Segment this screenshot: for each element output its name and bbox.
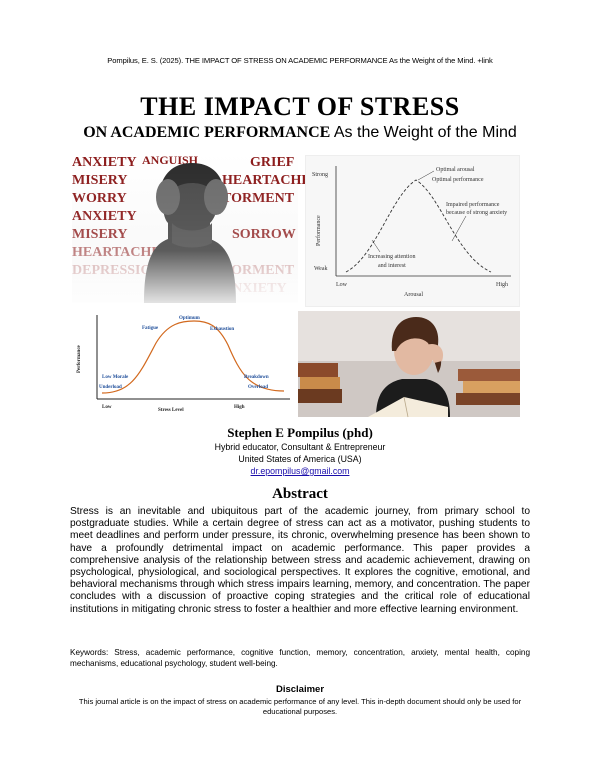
- increasing-label-2: and interest: [378, 263, 406, 269]
- arousal-performance-figure: [305, 155, 520, 307]
- optimum-label: Optimum: [179, 316, 200, 321]
- y-axis-label: Performance: [316, 215, 322, 246]
- impaired-label-1: Impaired performance: [446, 202, 500, 208]
- keywords-label: Keywords:: [70, 648, 109, 657]
- disclaimer-text: This journal article is on the impact of stress on academic performance of any level. This in-depth document should only be used for educational purposes.: [78, 697, 522, 716]
- x-high-label: High: [234, 405, 245, 410]
- paper-title: THE IMPACT OF STRESS: [140, 92, 460, 121]
- impaired-label-2: because of strong anxiety: [446, 210, 508, 216]
- stressed-student-photo: [298, 311, 520, 417]
- author-block: [0, 425, 600, 477]
- x-low-label: Low: [336, 282, 347, 288]
- author-name: Stephen E Pompilus (phd): [227, 425, 373, 440]
- author-country: United States of America (USA): [238, 454, 362, 464]
- disclaimer-heading: Disclaimer: [275, 684, 325, 695]
- abstract-text: Stress is an inevitable and ubiquitous part of the academic journey, from primary school to postgraduate studies. While a certain degree of stress can act as a motivator, pushing students to meet deadlines and perform under pressure, its chronic, overwhelming presence has been shown to have a profoundly detrimental impact on academic performance. This paper provides a comprehensive analysis of the relationship between stress and academic achievement, drawing on psychological, physiological, and sociological perspectives. It explores the cognitive, emotional, and behavioral mechanisms through which stress impairs learning, memory, and concentration. The paper concludes with a discussion of proactive coping strategies and the critical role of educational institutions in mitigating chronic stress to foster a healthier and more effective learning environment.: [70, 506, 530, 615]
- stress-curve: [102, 321, 284, 393]
- subtitle-strong: ON ACADEMIC PERFORMANCE: [83, 124, 331, 141]
- author-email-link[interactable]: dr.epompilus@gmail.com: [250, 466, 350, 476]
- increasing-label-1: Increasing attention: [368, 254, 416, 260]
- x-axis-label: Arousal: [404, 292, 423, 298]
- stress-words-collage: [72, 153, 298, 303]
- y-low-label: Weak: [314, 266, 328, 272]
- optimal-performance-label: Optimal performance: [432, 177, 484, 183]
- abstract-heading: Abstract: [272, 486, 328, 502]
- low-morale-label: Low Morale: [102, 375, 129, 380]
- student-photo-svg: [298, 311, 520, 417]
- x-low-label: Low: [102, 405, 112, 410]
- overload-label: Overload: [248, 385, 268, 390]
- fatigue-label: Fatigue: [142, 326, 159, 331]
- subtitle-rest: As the Weight of the Mind: [333, 124, 517, 141]
- arousal-performance-svg: [306, 156, 519, 306]
- author-role: Hybrid educator, Consultant & Entrepreneur: [214, 442, 386, 452]
- paper-subtitle: [0, 124, 600, 142]
- optimal-arousal-label: Optimal arousal: [436, 167, 475, 173]
- y-axis-label: Performance: [77, 345, 82, 373]
- x-axis-label: Stress Level: [158, 408, 184, 413]
- stress-level-svg: [72, 311, 296, 415]
- stress-level-figure: [72, 311, 296, 415]
- underload-label: Underload: [99, 385, 122, 390]
- breakdown-label: Breakdown: [244, 375, 269, 380]
- y-high-label: Strong: [312, 172, 329, 178]
- running-header: Pompilus, E. S. (2025). THE IMPACT OF STRESS ON ACADEMIC PERFORMANCE As the Weight of the Mind. +link: [107, 56, 493, 65]
- stress-words-svg: [72, 153, 298, 303]
- exhaustion-label: Exhaustion: [210, 327, 235, 332]
- keywords-text: Stress, academic performance, cognitive function, memory, concentration, anxiety, mental health, coping mechanisms, educational psychology, student well-being.: [70, 648, 531, 668]
- keywords: [70, 648, 530, 669]
- x-high-label: High: [496, 282, 508, 288]
